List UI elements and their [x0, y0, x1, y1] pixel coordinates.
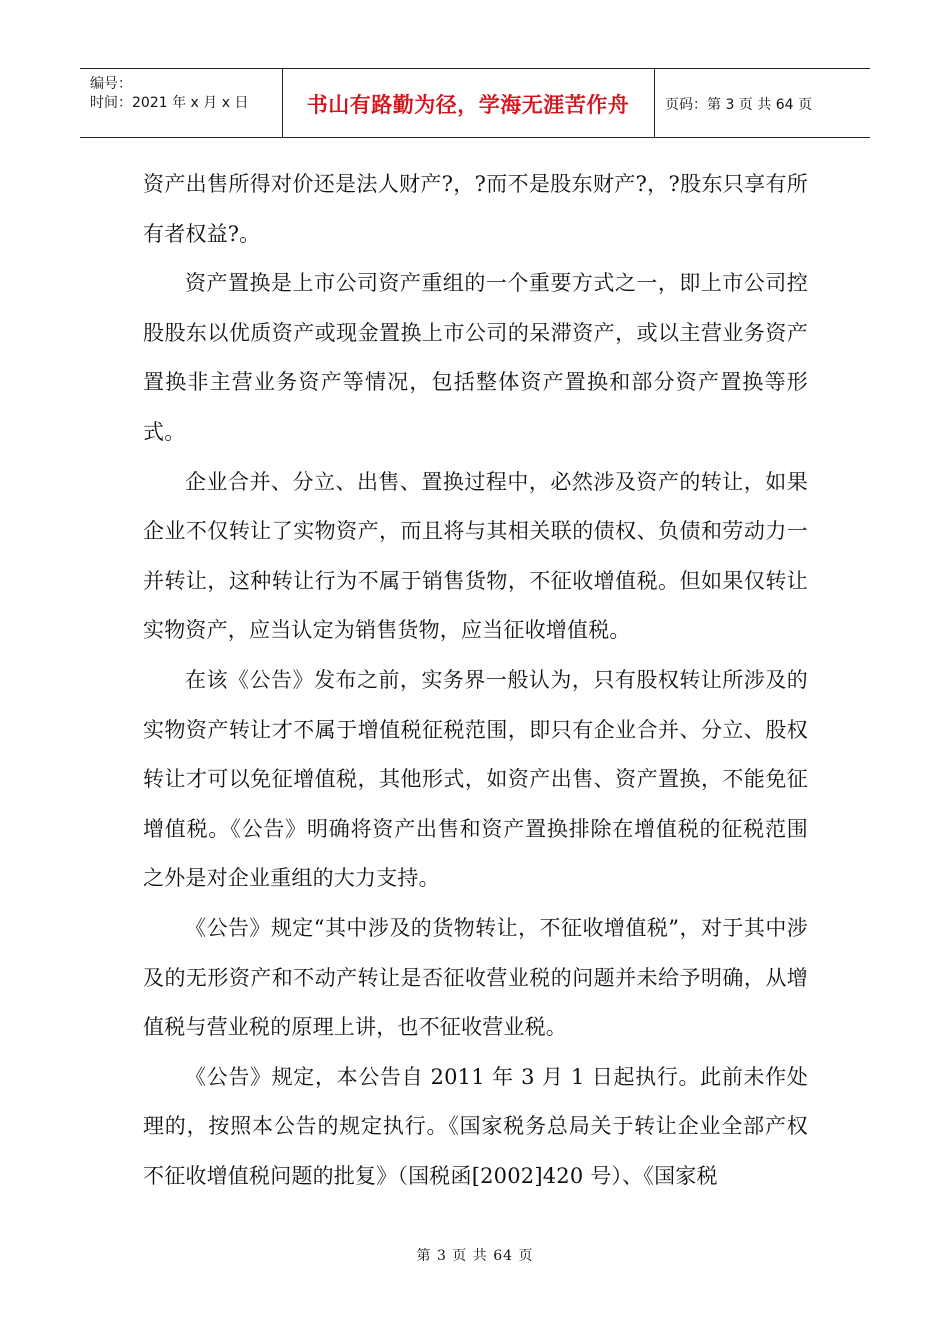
paragraph-before-announcement: 在该《公告》发布之前，实务界一般认为，只有股权转让所涉及的实物资产转让才不属于增值税征税范围，即只有企业合并、分立、股权转让才可以免征增值税，其他形式，如资产出售、资产置换，不能免征增值税。《公告》明确将资产出售和资产置换排除在增值税的征税范围之外是对企业重组的大力支持。	[143, 667, 808, 891]
header-info-cell	[80, 69, 283, 137]
page-header	[80, 68, 870, 138]
header-motto-cell	[282, 69, 655, 137]
document-number-label: 编号：	[90, 76, 132, 92]
paragraph-asset-transfer: 企业合并、分立、出售、置换过程中，必然涉及资产的转让，如果企业不仅转让了实物资产，而且将与其相关联的债权、负债和劳动力一并转让，这种转让行为不属于销售货物，不征收增值税。但如果仅转让实物资产，应当认定为销售货物，应当征收增值税。	[143, 469, 808, 643]
paragraph-effective-date: 《公告》规定，本公告自 2011 年 3 月 1 日起执行。此前未作处理的，按照本公告的规定执行。《国家税务总局关于转让企业全部产权不征收增值税问题的批复》（国税函[2002]420 号）、《国家税	[143, 1064, 808, 1188]
paragraph-continuation: 资产出售所得对价还是法人财产?，?而不是股东财产?，?股东只享有所有者权益?。	[143, 172, 808, 246]
page-footer: 第 3 页 共 64 页	[416, 1248, 534, 1264]
document-body	[143, 160, 808, 1201]
paragraph-business-tax: 《公告》规定“其中涉及的货物转让，不征收增值税”，对于其中涉及的无形资产和不动产转让是否征收营业税的问题并未给予明确，从增值税与营业税的原理上讲，也不征收营业税。	[143, 915, 808, 1040]
header-motto: 书山有路勤为径，学海无涯苦作舟	[306, 93, 630, 117]
document-date-label: 时间：2021 年 x 月 x 日	[90, 95, 249, 111]
header-page-code: 页码：第 3 页 共 64 页	[665, 97, 812, 113]
header-page-cell	[655, 69, 870, 137]
paragraph-asset-swap: 资产置换是上市公司资产重组的一个重要方式之一，即上市公司控股股东以优质资产或现金置换上市公司的呆滞资产，或以主营业务资产置换非主营业务资产等情况，包括整体资产置换和部分资产置换等形式。	[143, 271, 808, 444]
